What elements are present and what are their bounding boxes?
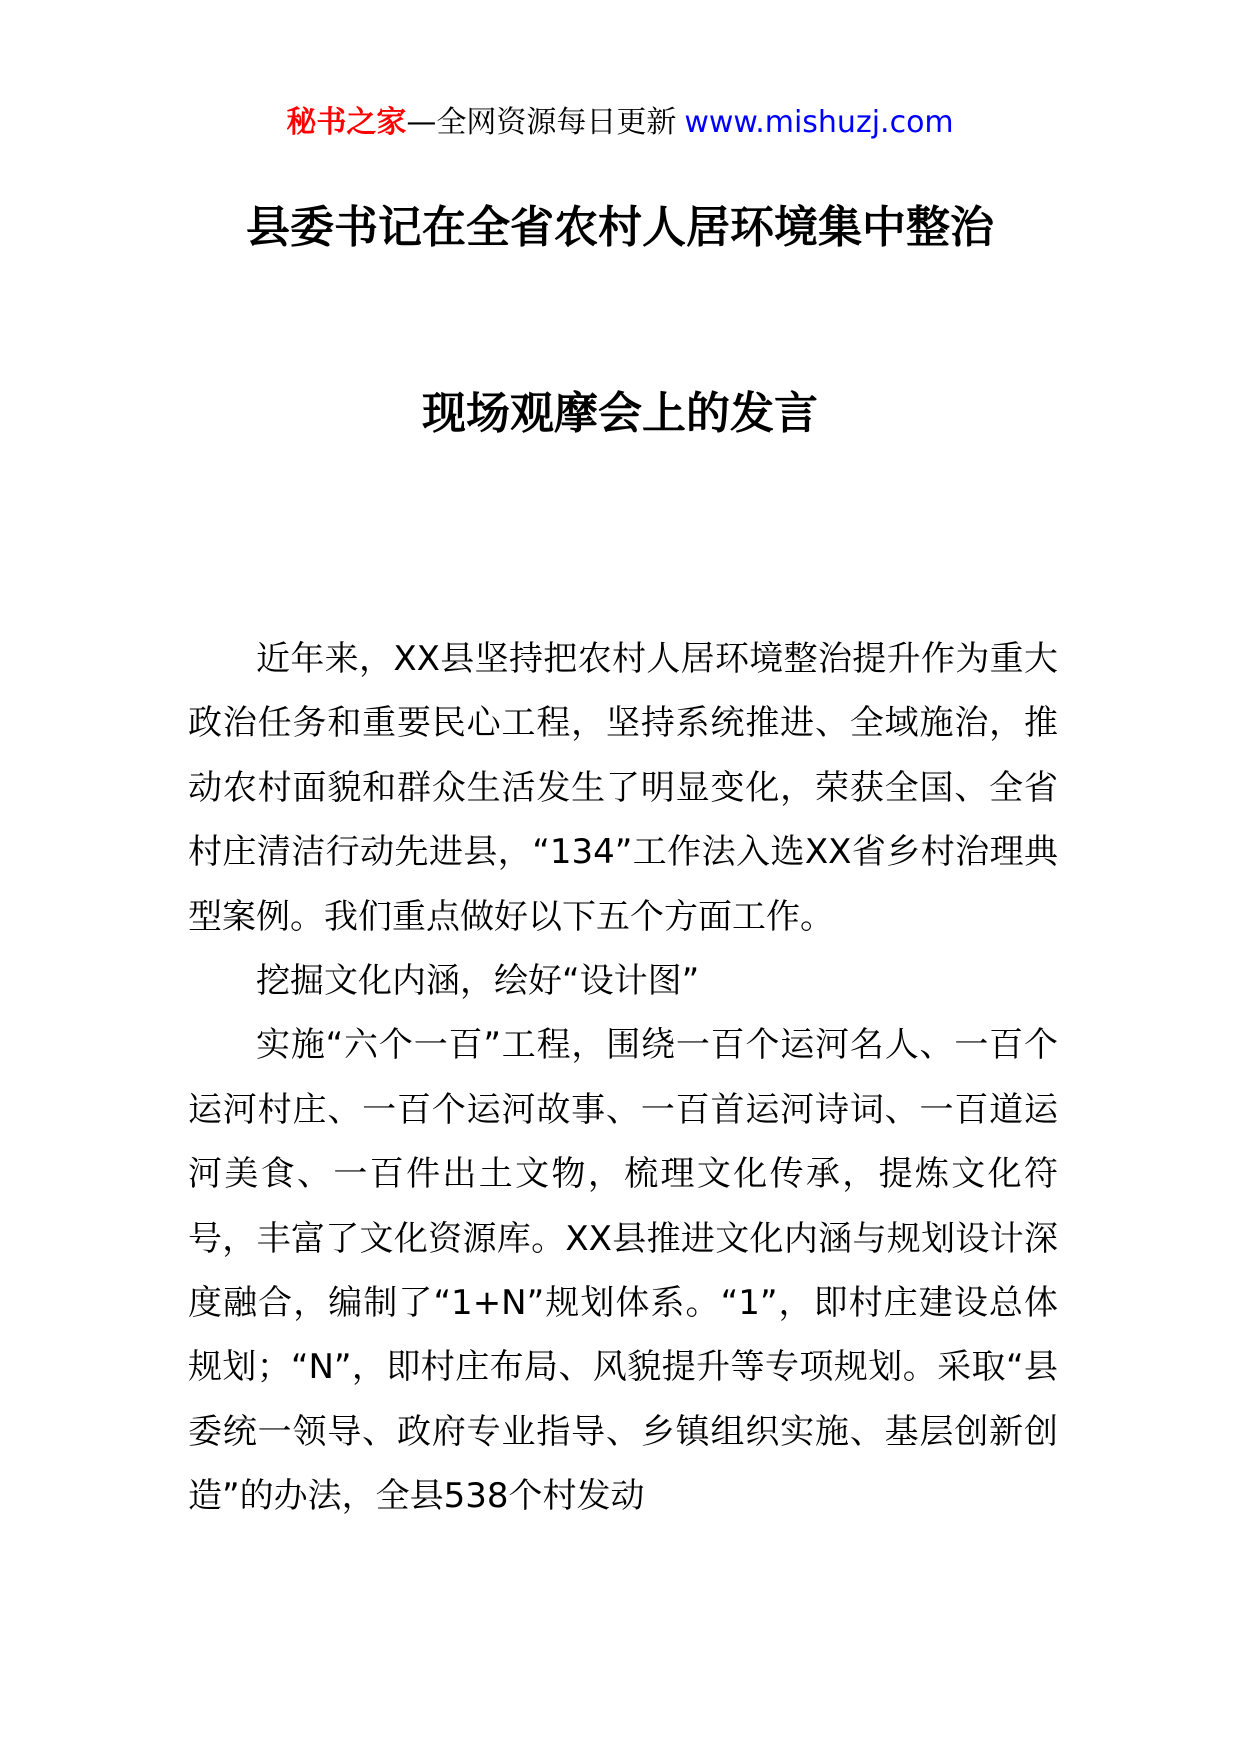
document-title-line-2: 现场观摩会上的发言 (422, 388, 818, 439)
site-brand: 秘书之家 (286, 105, 407, 140)
site-header (0, 100, 1240, 146)
section-heading: 挖掘文化内涵，绘好“设计图” (256, 961, 700, 1002)
site-url-link[interactable]: www.mishuzj.com (684, 105, 954, 140)
body-paragraph: 实施“六个一百”工程，围绕一百个运河名人、一百个运河村庄、一百个运河故事、一百首运河诗词、一百道运河美食、一百件出土文物，梳理文化传承，提炼文化符号，丰富了文化资源库。XX县推进文化内涵与规划设计深度融合，编制了“1+N”规划体系。“1”，即村庄建设总体规划；“N”，即村庄布局、风貌提升等专项规划。采取“县委统一领导、政府专业指导、乡镇组织实施、基层创新创造”的办法，全县538个村发动 (188, 1025, 1058, 1517)
body-paragraph-intro: 近年来，XX县坚持把农村人居环境整治提升作为重大政治任务和重要民心工程，坚持系统推进、全域施治，推动农村面貌和群众生活发生了明显变化，荣获全国、全省村庄清洁行动先进县，“134”工作法入选XX省乡村治理典型案例。我们重点做好以下五个方面工作。 (188, 639, 1058, 937)
document-title-line-1: 县委书记在全省农村人居环境集中整治 (246, 202, 994, 253)
site-tagline: —全网资源每日更新 (406, 105, 677, 140)
document-body (188, 627, 1058, 1529)
